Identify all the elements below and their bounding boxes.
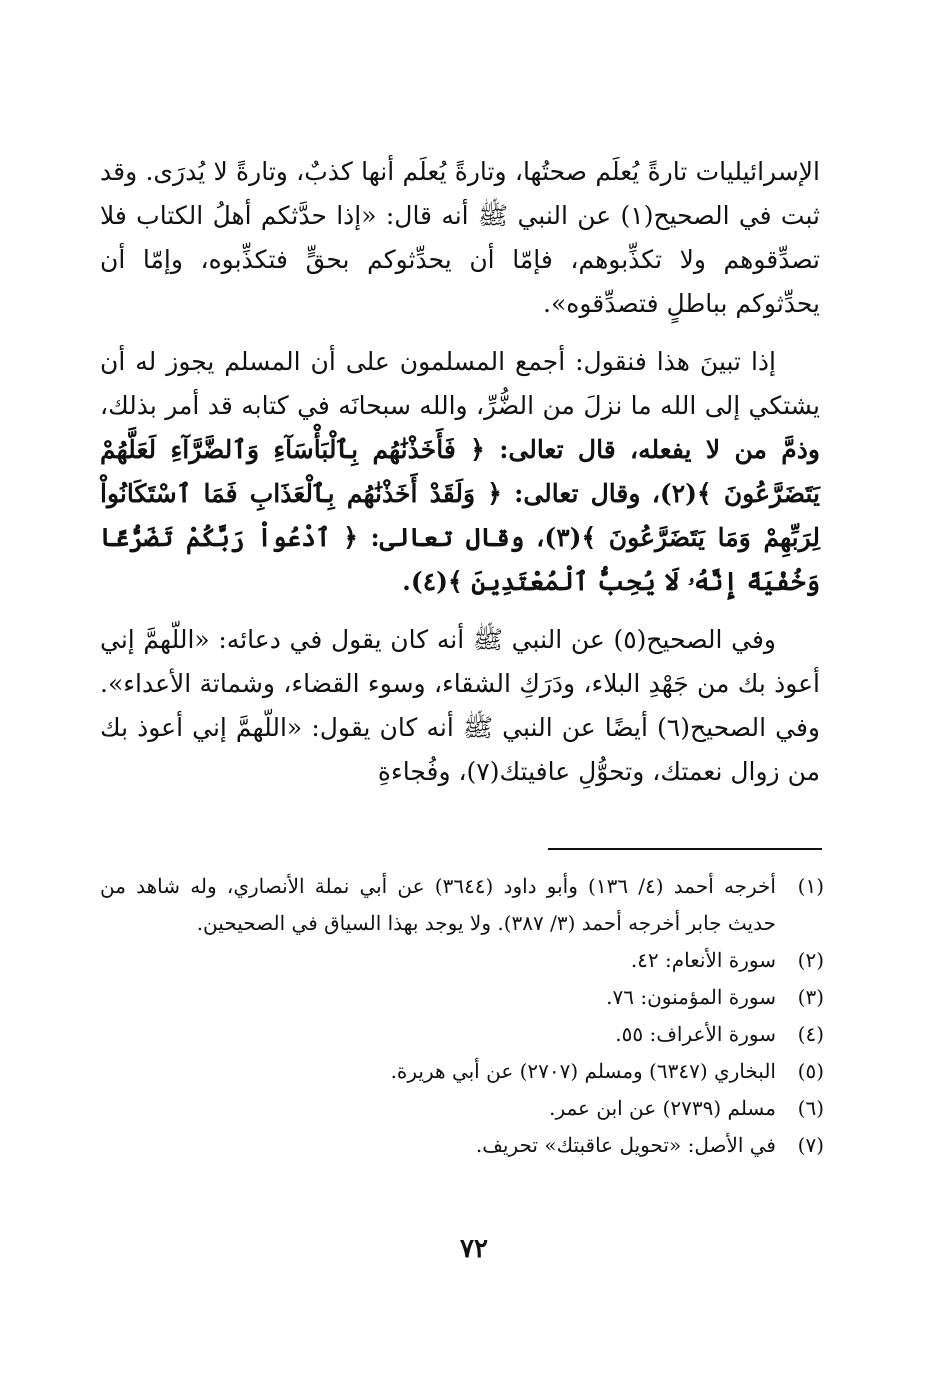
footnote-separator (548, 848, 822, 850)
paragraph-1 (100, 150, 820, 326)
text-line: الأعداء». وفي الصحيح(٦) أيضًا عن النبي ﷺ أنه كان يقول: (100, 669, 820, 742)
text-line: الإسرائيليات تارةً يُعلَم صحتُها، وتارةً يُعلَم أنها كذبٌ، وتارةً لا يُدرَى. (145, 157, 820, 186)
footnote-text: سورة الأعراف: ٥٥. (615, 1022, 776, 1046)
quran-verse-line: وذمَّ من لا يفعله، قال تعالى: ﴿ فَأَخَذْنَٰهُم بِٱلْبَأْسَآءِ وَٱلضَّرَّآءِ لَعَلَّهُمْ يَتَضَرَّعُونَ ﴾(٢)، (100, 435, 820, 508)
quran-verse-line: وقال تعالى: ﴿ وَلَقَدْ أَخَذْنَٰهُم بِٱلْعَذَابِ فَمَا ٱسْتَكَانُواْ لِرَبِّهِمْ وَمَا يَتَضَرَّعُونَ ﴾(٣)، (100, 479, 820, 552)
text-line: وفي الصحيح(٥) عن النبي ﷺ أنه كان يقول في دعائه: «اللّهمَّ (143, 625, 776, 654)
text-line: وإمّا أن يحدِّثوكم بباطلٍ فتصدِّقوه». (100, 245, 820, 318)
footnote-text: مسلم (٢٧٣٩) عن ابن عمر. (549, 1096, 776, 1120)
footnote-number: (٦) (797, 1096, 824, 1120)
text-line: الكتاب فلا تصدِّقوهم ولا تكذِّبوهم، فإمّا أن يحدِّثوكم بحقٍّ فتكذِّبوه، (100, 201, 820, 274)
footnote-text: البخاري (٦٣٤٧) ومسلم (٢٧٠٧) عن أبي هريرة. (390, 1059, 776, 1083)
main-text (100, 150, 820, 808)
footnote-number: (٥) (797, 1059, 824, 1083)
footnote-6 (100, 1090, 824, 1127)
footnote-number: (٤) (797, 1022, 824, 1046)
footnote-2 (100, 942, 824, 979)
paragraph-2 (100, 340, 820, 604)
footnote-number: (١) (797, 874, 824, 898)
text-line: إذا تبينَ هذا فنقول: أجمع المسلمون على أن المسلم يجوز له أن (100, 347, 776, 376)
text-line: «اللّهمَّ إني أعوذ بك من زوال نعمتك، وتحوُّلِ عافيتك(٧)، وفُجاءةِ (100, 713, 820, 786)
footnote-text: أخرجه أحمد (٤/ ١٣٦) وأبو داود (٣٦٤٤) عن أبي نملة الأنصاري، وله شاهد من حديث جابر أخرجه أحمد (٣/ ٣٨٧). ولا يوجد بهذا السياق في الصحيحين. (100, 874, 776, 935)
text-line: وقد ثبت في الصحيح(١) عن النبي ﷺ أنه قال: «إذا حدَّثكم أهلُ (100, 157, 820, 230)
footnote-text: سورة المؤمنون: ٧٦. (606, 985, 776, 1009)
footnote-3 (100, 979, 824, 1016)
footnote-number: (٧) (797, 1133, 824, 1157)
footnotes (100, 868, 824, 1164)
footnote-number: (٢) (797, 948, 824, 972)
quran-verse-line: وقال تعالى: ﴿ ٱدْعُواْ رَبَّكُمْ تَضَرُّعًا وَخُفْيَةً إِنَّهُۥ لَا يُحِبُّ ٱلْمُعْتَدِينَ ﴾(٤). (100, 523, 820, 596)
footnote-4 (100, 1016, 824, 1053)
text-line: يشتكي إلى الله ما نزلَ من الضُّرِّ، والله سبحانَه في كتابه قد أمر بذلك، (100, 391, 820, 420)
footnote-text: في الأصل: «تحويل عاقبتك» تحريف. (475, 1133, 776, 1157)
footnote-7 (100, 1127, 824, 1164)
footnote-text: سورة الأنعام: ٤٢. (630, 948, 776, 972)
page-number: ٧٢ (460, 1234, 488, 1264)
text-line: إني أعوذ بك من جَهْدِ البلاء، ودَرَكِ الشقاء، وسوء القضاء، وشماتة (100, 625, 821, 698)
footnote-number: (٣) (797, 985, 824, 1009)
paragraph-3 (100, 618, 820, 794)
footnote-1 (100, 868, 824, 942)
footnote-5 (100, 1053, 824, 1090)
